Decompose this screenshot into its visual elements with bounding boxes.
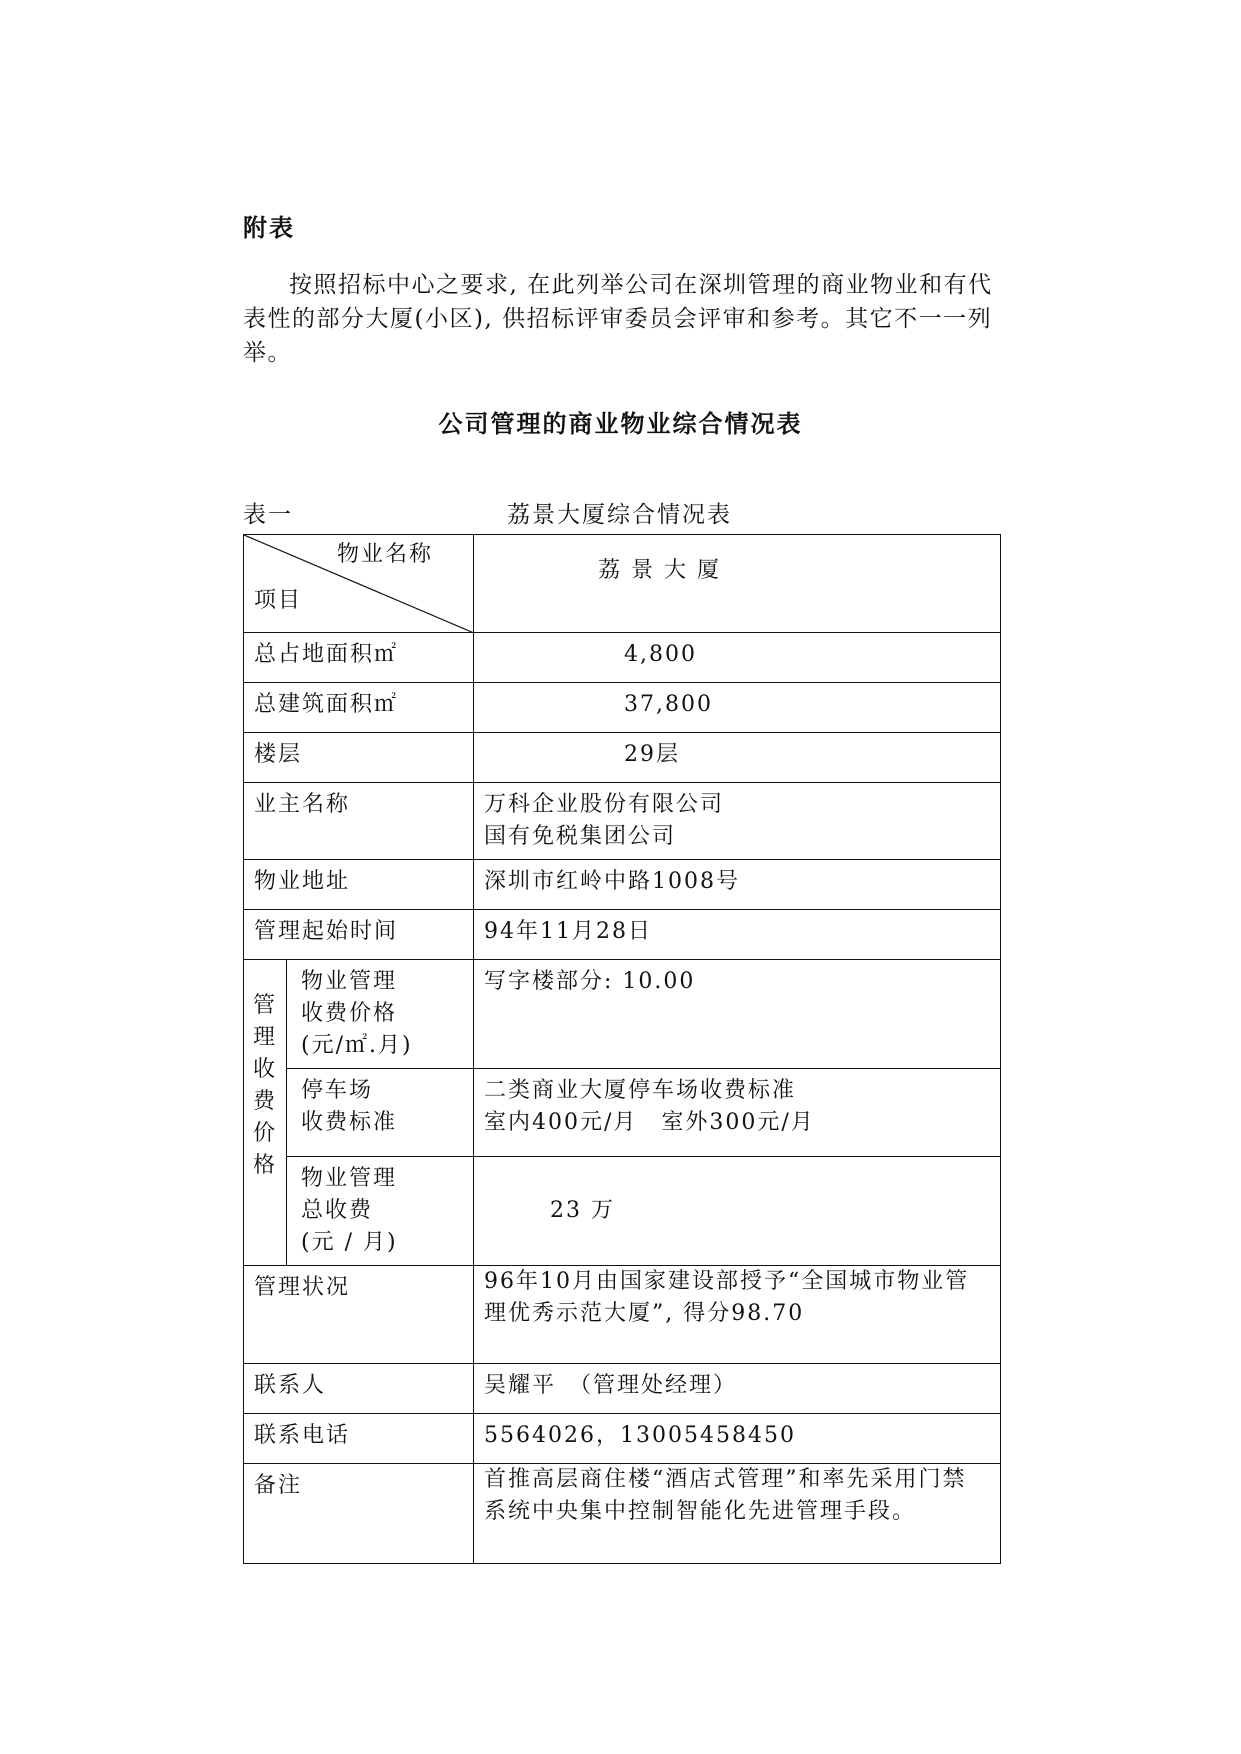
mgmt-fee-label-line-2: 收费价格 bbox=[301, 1001, 398, 1026]
parking-value-line-1: 二类商业大厦停车场收费标准 bbox=[484, 1078, 797, 1103]
table-row bbox=[244, 1266, 1001, 1364]
intro-paragraph: 按照招标中心之要求, 在此列举公司在深圳管理的商业物业和有代表性的部分大厦(小区), 供招标评审委员会评审和参考。其它不一一列举。 bbox=[243, 272, 993, 366]
land-area-value: 4,800 bbox=[474, 633, 1001, 683]
table-row bbox=[244, 783, 1001, 860]
parking-value-line-2: 室内400元/月 室外300元/月 bbox=[484, 1110, 815, 1135]
phone-label: 联系电话 bbox=[244, 1414, 474, 1464]
fee-group-char: 收 bbox=[252, 1057, 277, 1082]
property-name-cell bbox=[474, 535, 1001, 633]
diagonal-header-cell bbox=[244, 535, 474, 633]
table-row bbox=[244, 1157, 1001, 1266]
header-property-name-label: 物业名称 bbox=[336, 542, 433, 567]
parking-label-line-2: 收费标准 bbox=[301, 1110, 398, 1135]
fee-group-char: 费 bbox=[252, 1089, 277, 1114]
owner-value bbox=[474, 783, 1001, 860]
parking-value bbox=[474, 1069, 1001, 1157]
header-item-label: 项目 bbox=[254, 588, 303, 613]
owner-line-1: 万科企业股份有限公司 bbox=[484, 792, 725, 817]
land-area-label: 总占地面积㎡ bbox=[244, 633, 474, 683]
table-row bbox=[244, 683, 1001, 733]
table-row bbox=[244, 733, 1001, 783]
table-row bbox=[244, 633, 1001, 683]
total-fee-label-line-2: 总收费 bbox=[301, 1198, 374, 1223]
property-info-table bbox=[243, 534, 1001, 1564]
status-label: 管理状况 bbox=[244, 1266, 474, 1364]
table-row bbox=[244, 1364, 1001, 1414]
table-row bbox=[244, 1069, 1001, 1157]
remarks-label: 备注 bbox=[244, 1464, 474, 1564]
total-fee-label-line-1: 物业管理 bbox=[301, 1166, 398, 1191]
building-area-label: 总建筑面积㎡ bbox=[244, 683, 474, 733]
contact-value: 吴耀平 （管理处经理） bbox=[474, 1364, 1001, 1414]
address-label: 物业地址 bbox=[244, 860, 474, 910]
fee-group-char: 理 bbox=[252, 1025, 277, 1050]
mgmt-fee-value: 写字楼部分: 10.00 bbox=[474, 960, 1001, 1069]
remarks-value: 首推高层商住楼“酒店式管理”和率先采用门禁系统中央集中控制智能化先进管理手段。 bbox=[474, 1464, 1001, 1564]
fee-group-char: 管 bbox=[252, 993, 277, 1018]
parking-label-line-1: 停车场 bbox=[301, 1078, 374, 1103]
table-row bbox=[244, 910, 1001, 960]
mgmt-fee-label bbox=[287, 960, 474, 1069]
total-fee-value: 23 万 bbox=[474, 1157, 1001, 1266]
table-row bbox=[244, 860, 1001, 910]
address-value: 深圳市红岭中路1008号 bbox=[474, 860, 1001, 910]
fee-group-char: 价 bbox=[252, 1121, 277, 1146]
contact-label: 联系人 bbox=[244, 1364, 474, 1414]
building-area-value: 37,800 bbox=[474, 683, 1001, 733]
start-time-label: 管理起始时间 bbox=[244, 910, 474, 960]
total-fee-label-line-3: (元 / 月) bbox=[301, 1230, 398, 1255]
table-row bbox=[244, 1464, 1001, 1564]
table-number-label: 表一 bbox=[243, 502, 293, 528]
start-time-value: 94年11月28日 bbox=[474, 910, 1001, 960]
owner-label: 业主名称 bbox=[244, 783, 474, 860]
fee-group-label bbox=[244, 960, 287, 1266]
appendix-heading: 附表 bbox=[243, 214, 295, 242]
floors-label: 楼层 bbox=[244, 733, 474, 783]
mgmt-fee-label-line-1: 物业管理 bbox=[301, 969, 398, 994]
fee-group-char: 格 bbox=[252, 1153, 277, 1178]
status-value: 96年10月由国家建设部授予“全国城市物业管理优秀示范大厦”, 得分98.70 bbox=[474, 1266, 1001, 1364]
table-caption: 荔景大厦综合情况表 bbox=[507, 502, 732, 528]
phone-value: 5564026，13005458450 bbox=[474, 1414, 1001, 1464]
table-header-row bbox=[244, 535, 1001, 633]
main-title: 公司管理的商业物业综合情况表 bbox=[438, 410, 803, 438]
owner-line-2: 国有免税集团公司 bbox=[484, 824, 677, 849]
property-name: 荔 景 大 厦 bbox=[598, 558, 721, 583]
table-row bbox=[244, 1414, 1001, 1464]
parking-label bbox=[287, 1069, 474, 1157]
mgmt-fee-label-line-3: (元/㎡.月) bbox=[301, 1033, 413, 1058]
floors-value: 29层 bbox=[474, 733, 1001, 783]
table-row bbox=[244, 960, 1001, 1069]
total-fee-label bbox=[287, 1157, 474, 1266]
